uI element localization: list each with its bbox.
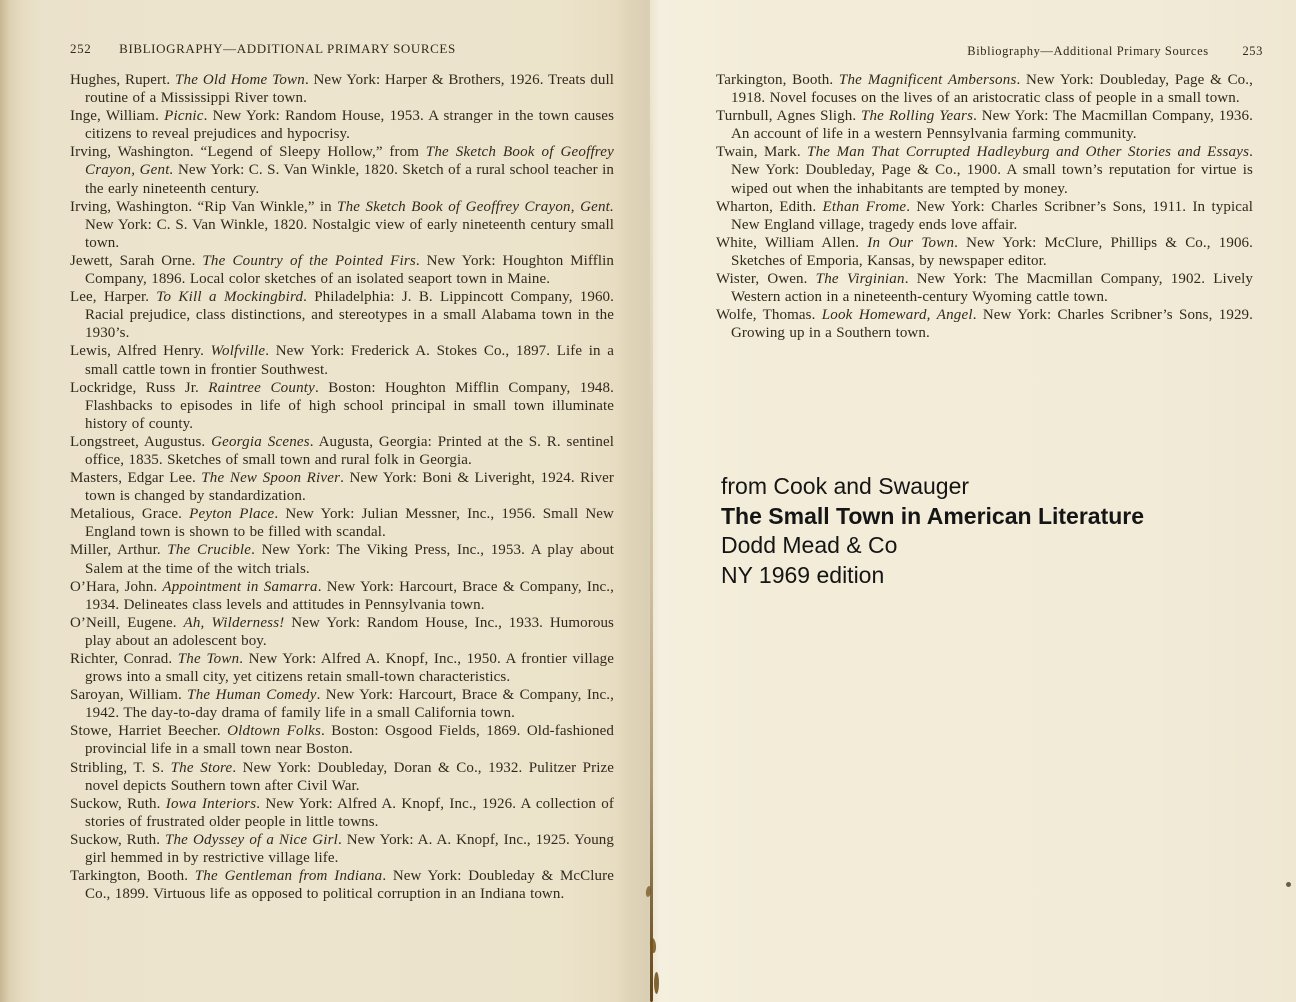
bibliography-entry: Stribling, T. S. The Store. New York: Doubleday, Doran & Co., 1932. Pulitzer Prize novel depicts Southern town after Civil War. bbox=[70, 759, 615, 794]
bibliography-entry: Twain, Mark. The Man That Corrupted Hadleyburg and Other Stories and Essays. New York: Doubleday, Page & Co., 1900. A small town’s reputation for virtue is wiped out when the inhabitants are tempted by money. bbox=[716, 144, 1253, 197]
bibliography-entry: Wister, Owen. The Virginian. New York: The Macmillan Company, 1902. Lively Western action in a nineteenth-century Wyoming cattle town. bbox=[716, 271, 1253, 306]
bibliography-entry: Tarkington, Booth. The Magnificent Ambersons. New York: Doubleday, Page & Co., 1918. Novel focuses on the lives of an aristocratic class of people in a small town. bbox=[716, 72, 1253, 107]
bibliography-entry: Metalious, Grace. Peyton Place. New York: Julian Messner, Inc., 1956. Small New England town is shown to be filled with scandal. bbox=[70, 506, 614, 541]
annotation-line: Dodd Mead & Co bbox=[721, 532, 898, 558]
bibliography-entry: Suckow, Ruth. Iowa Interiors. New York: Alfred A. Knopf, Inc., 1926. A collection of stories of frustrated older people in little towns. bbox=[70, 795, 614, 830]
aging-speck bbox=[1286, 882, 1291, 887]
right-page-entries bbox=[716, 71, 1253, 342]
bibliography-entry: Inge, William. Picnic. New York: Random House, 1953. A stranger in the town causes citizens to reveal prejudices and hypocrisy. bbox=[70, 108, 615, 143]
aging-speck bbox=[649, 938, 657, 954]
left-page-entries bbox=[70, 71, 614, 903]
bibliography-entry: White, William Allen. In Our Town. New York: McClure, Phillips & Co., 1906. Sketches of Emporia, Kansas, by newspaper editor. bbox=[716, 234, 1253, 269]
bibliography-entry: Saroyan, William. The Human Comedy. New York: Harcourt, Brace & Company, Inc., 1942. The day-to-day drama of family life in a small California town. bbox=[70, 687, 614, 722]
left-page-number: 252 bbox=[70, 41, 92, 56]
left-page-header bbox=[70, 41, 456, 57]
bibliography-entry: Lockridge, Russ Jr. Raintree County. Boston: Houghton Mifflin Company, 1948. Flashbacks to episodes in life of high school principal in small town illuminate history of county. bbox=[70, 379, 614, 432]
bibliography-entry: Richter, Conrad. The Town. New York: Alfred A. Knopf, Inc., 1950. A frontier village grows into a small city, yet citizens retain small-town characteristics. bbox=[70, 651, 614, 686]
gutter-crack bbox=[650, 80, 653, 1002]
bibliography-entry: Stowe, Harriet Beecher. Oldtown Folks. Boston: Osgood Fields, 1869. Old-fashioned provincial life in a small town near Boston. bbox=[70, 723, 614, 758]
right-page-header bbox=[716, 44, 1263, 59]
right-page-header-title: Bibliography—Additional Primary Sources bbox=[967, 44, 1209, 58]
annotation-line: The Small Town in American Literature bbox=[721, 502, 1145, 529]
left-page-header-title: BIBLIOGRAPHY—ADDITIONAL PRIMARY SOURCES bbox=[119, 41, 456, 56]
bibliography-entry: Lewis, Alfred Henry. Wolfville. New York: Frederick A. Stokes Co., 1897. Life in a small cattle town in frontier Southwest. bbox=[70, 343, 614, 378]
bibliography-entry: Miller, Arthur. The Crucible. New York: The Viking Press, Inc., 1953. A play about Salem at the time of the witch trials. bbox=[70, 542, 614, 577]
aging-speck bbox=[654, 972, 659, 994]
bibliography-entry: O’Neill, Eugene. Ah, Wilderness! New York: Random House, Inc., 1933. Humorous play about an adolescent boy. bbox=[70, 614, 614, 649]
bibliography-entry: Wharton, Edith. Ethan Frome. New York: Charles Scribner’s Sons, 1911. In typical New England village, tragedy ends love affair. bbox=[716, 198, 1253, 233]
bibliography-entry: Longstreet, Augustus. Georgia Scenes. Augusta, Georgia: Printed at the S. R. sentinel office, 1835. Sketches of small town and rural folk in Georgia. bbox=[70, 433, 614, 468]
bibliography-entry: Irving, Washington. “Legend of Sleepy Hollow,” from The Sketch Book of Geoffrey Crayon, Gent. New York: C. S. Van Winkle, 1820. Sketch of a rural school teacher in the early nineteenth century. bbox=[70, 144, 615, 197]
bibliography-entry: Wolfe, Thomas. Look Homeward, Angel. New York: Charles Scribner’s Sons, 1929. Growing up in a Southern town. bbox=[716, 307, 1253, 342]
bibliography-entry: Masters, Edgar Lee. The New Spoon River. New York: Boni & Liveright, 1924. River town is changed by standardization. bbox=[70, 470, 615, 505]
right-page-number: 253 bbox=[1242, 44, 1263, 58]
bibliography-entry: Tarkington, Booth. The Gentleman from Indiana. New York: Doubleday & McClure Co., 1899. Virtuous life as opposed to political corruption in an Indiana town. bbox=[70, 868, 614, 903]
bibliography-entry: Irving, Washington. “Rip Van Winkle,” in The Sketch Book of Geoffrey Crayon, Gent. New York: C. S. Van Winkle, 1820. Nostalgic view of early nineteenth century small town. bbox=[70, 198, 614, 251]
bibliography-entry: Lee, Harper. To Kill a Mockingbird. Philadelphia: J. B. Lippincott Company, 1960. Racial prejudice, class distinctions, and stereotypes in a small Alabama town in the 1930’s. bbox=[70, 289, 614, 342]
bibliography-entry: Turnbull, Agnes Sligh. The Rolling Years. New York: The Macmillan Company, 1936. An account of life in a western Pennsylvania farming community. bbox=[716, 108, 1253, 143]
gutter-shadow bbox=[616, 0, 650, 1002]
annotation-overlay bbox=[721, 472, 1144, 590]
annotation-line: from Cook and Swauger bbox=[721, 473, 970, 499]
annotation-line: NY 1969 edition bbox=[721, 561, 885, 588]
bibliography-entry: Jewett, Sarah Orne. The Country of the Pointed Firs. New York: Houghton Mifflin Company, 1896. Local color sketches of an isolated seaport town in Maine. bbox=[70, 252, 614, 288]
bibliography-entry: Hughes, Rupert. The Old Home Town. New York: Harper & Brothers, 1926. Treats dull routine of a Mississippi River town. bbox=[70, 72, 614, 107]
bibliography-entry: O’Hara, John. Appointment in Samarra. New York: Harcourt, Brace & Company, Inc., 1934. Delineates class levels and attitudes in Pennsylvania town. bbox=[70, 578, 614, 613]
bibliography-entry: Suckow, Ruth. The Odyssey of a Nice Girl. New York: A. A. Knopf, Inc., 1925. Young girl hemmed in by restrictive village life. bbox=[70, 831, 614, 867]
